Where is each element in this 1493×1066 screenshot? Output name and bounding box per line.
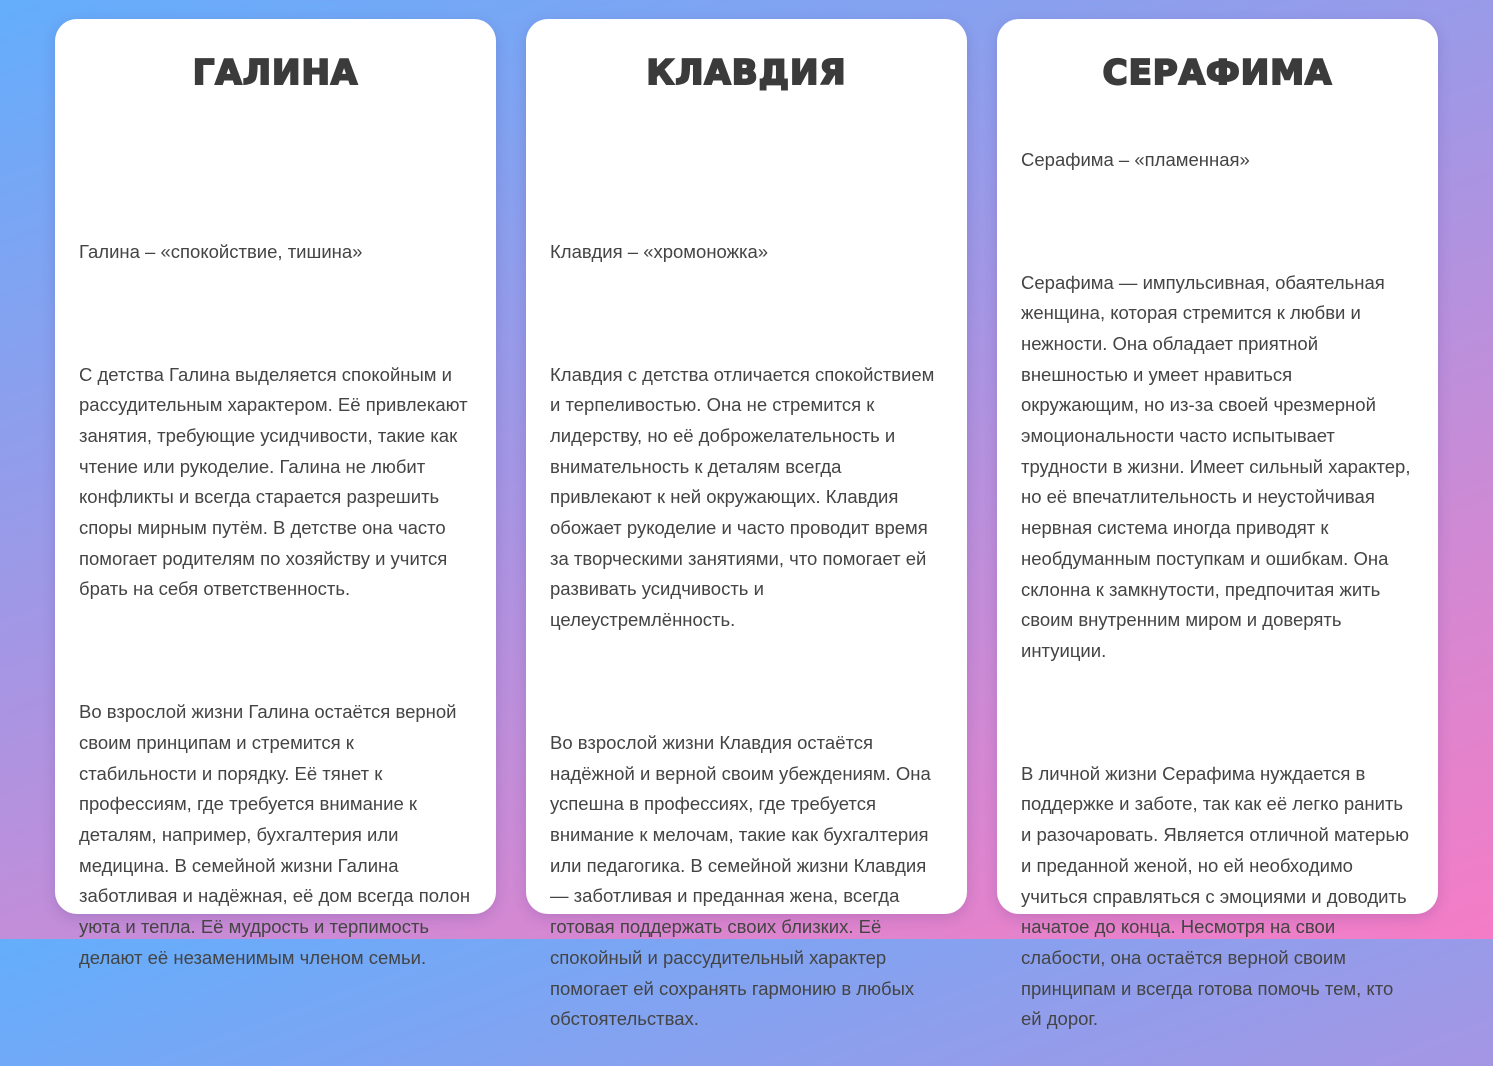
- paragraph-gap: [1021, 206, 1414, 237]
- paragraph-gap: [79, 298, 472, 329]
- card-description: [1021, 114, 1414, 1066]
- paragraph-gap: [550, 667, 943, 698]
- name-card-klavdiya: [526, 19, 967, 1030]
- card-title: СЕРАФИМА: [1102, 53, 1333, 93]
- card-paragraph-character: Серафима — импульсивная, обаятельная женщина, которая стремится к любви и нежности. Она обладает приятной внешностью и умеет нравиться окружающим, но из-за своей чрезмерной эмоциональности часто испытывает трудности в жизни. Имеет сильный характер, но её впечатлительность и неустойчивая нервная система иногда приводят к необдуманным поступкам и ошибкам. Она склонна к замкнутости, предпочитая жить своим внутренним миром и доверять интуиции.: [1021, 271, 1411, 661]
- card-paragraph-personal-life: В личной жизни Серафима нуждается в поддержке и заботе, так как её легко ранить и разочаровать. Является отличной матерью и преданной женой, но ей необходимо учиться справляться с эмоциями и доводить начатое до конца. Несмотря на свои слабости, она остаётся верной своим принципам и всегда готова помочь тем, кто ей дорог.: [1021, 762, 1409, 1030]
- card-subtitle: Клавдия – «хромоножка»: [550, 240, 769, 262]
- card-paragraph-adulthood: Во взрослой жизни Галина остаётся верной своим принципам и стремится к стабильности и порядку. Её тянет к профессиям, где требуется внимание к деталям, например, бухгалтерия или медицина. В семейной жизни Галина заботливая и надёжная, её дом всегда полон уюта и тепла. Её мудрость и терпимость делают её незаменимым членом семьи.: [79, 701, 471, 968]
- name-cards-container: [55, 19, 1438, 1030]
- card-paragraph-childhood: С детства Галина выделяется спокойным и рассудительным характером. Её привлекают занятия, требующие усидчивости, такие как чтение или рукоделие. Галина не любит конфликты и всегда старается разрешить споры мирным путём. В детстве она часто помогает родителям по хозяйству и учится брать на себя ответственность.: [79, 363, 468, 600]
- name-card-serafima: [997, 19, 1438, 1030]
- paragraph-gap: [1021, 697, 1414, 728]
- paragraph-gap: [550, 298, 943, 329]
- card-paragraph-adulthood: Во взрослой жизни Клавдия остаётся надёжной и верной своим убеждениям. Она успешна в профессиях, где требуется внимание к мелочам, такие как бухгалтерия или педагогика. В семейной жизни Клавдия — заботливая и преданная жена, всегда готовая поддержать своих близких. Её спокойный и рассудительный характер помогает ей сохранять гармонию в любых обстоятельствах.: [550, 731, 931, 1030]
- card-title: КЛАВДИЯ: [646, 53, 847, 93]
- card-subtitle: Галина – «спокойствие, тишина»: [79, 240, 363, 262]
- card-title: ГАЛИНА: [192, 53, 359, 93]
- paragraph-gap: [79, 636, 472, 667]
- name-card-galina: [55, 19, 496, 968]
- card-paragraph-childhood: Клавдия с детства отличается спокойствием и терпеливостью. Она не стремится к лидерству, но её доброжелательность и внимательность к деталям всегда привлекают к ней окружающих. Клавдия обожает рукоделие и часто проводит время за творческими занятиями, что помогает ей развивать усидчивость и целеустремлённость.: [550, 363, 935, 631]
- card-description: [79, 206, 472, 1004]
- card-subtitle: Серафима – «пламенная»: [1021, 148, 1250, 170]
- card-description: [550, 206, 943, 1066]
